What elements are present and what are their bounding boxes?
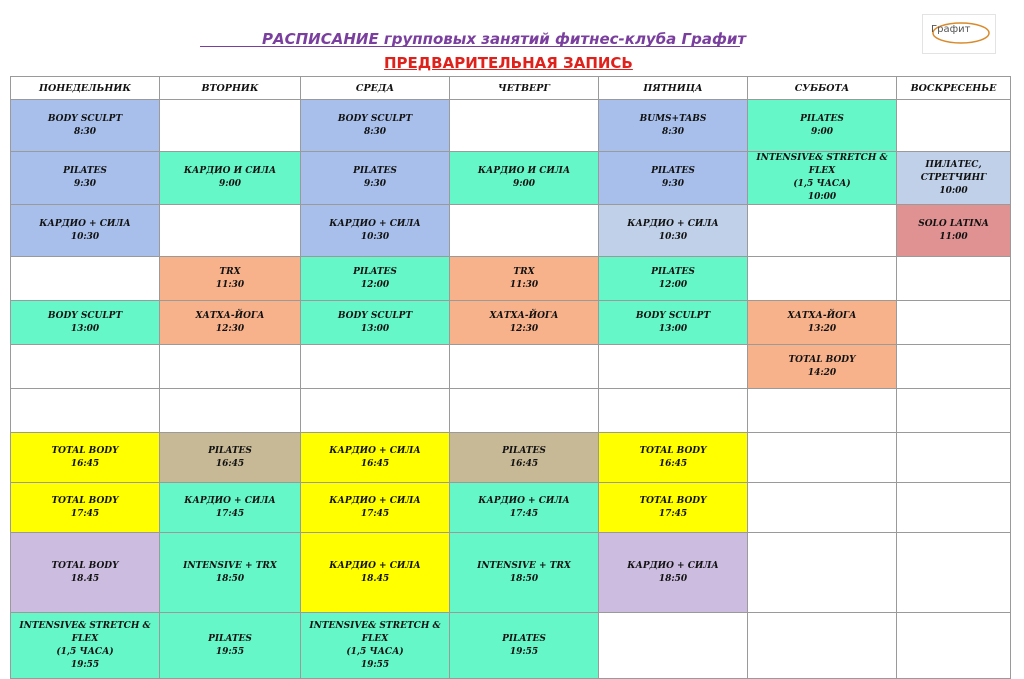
class-name: КАРДИО + СИЛА bbox=[39, 218, 131, 229]
class-time: 19:55 bbox=[70, 659, 100, 670]
class-time: 19:55 bbox=[215, 646, 245, 657]
class-time: 11:00 bbox=[939, 231, 968, 242]
class-name: TOTAL BODY bbox=[51, 445, 119, 456]
class-cell[interactable] bbox=[599, 483, 748, 533]
class-name: PILATES bbox=[651, 166, 695, 176]
empty-cell bbox=[11, 389, 160, 433]
class-cell[interactable] bbox=[748, 152, 897, 205]
class-cell[interactable] bbox=[301, 100, 450, 152]
schedule-row bbox=[11, 483, 1011, 533]
class-time: 8:30 bbox=[363, 126, 387, 137]
empty-cell bbox=[897, 301, 1011, 345]
schedule-row bbox=[11, 301, 1011, 345]
class-time: 10:30 bbox=[360, 231, 390, 242]
class-cell[interactable] bbox=[450, 533, 599, 613]
class-time: 9:30 bbox=[73, 179, 97, 189]
class-time: 13:00 bbox=[658, 323, 688, 334]
class-cell[interactable] bbox=[599, 152, 748, 205]
class-cell[interactable] bbox=[301, 152, 450, 205]
class-name: PILATES bbox=[502, 633, 546, 644]
class-cell[interactable] bbox=[599, 301, 748, 345]
class-name: TOTAL BODY bbox=[639, 445, 707, 456]
day-header-sunday: ВОСКРЕСЕНЬЕ bbox=[897, 77, 1011, 100]
class-name: INTENSIVE& STRETCH & FLEX (1,5 ЧАСА) bbox=[19, 620, 151, 657]
empty-cell bbox=[748, 433, 897, 483]
class-name: ХАТХА-ЙОГА bbox=[489, 310, 559, 321]
class-time: 16:45 bbox=[70, 458, 100, 469]
class-name: КАРДИО + СИЛА bbox=[478, 495, 570, 506]
schedule-row bbox=[11, 100, 1011, 152]
empty-cell bbox=[748, 613, 897, 679]
class-cell[interactable] bbox=[11, 483, 160, 533]
class-time: 16:45 bbox=[509, 458, 539, 469]
class-cell[interactable] bbox=[160, 152, 301, 205]
class-cell[interactable] bbox=[11, 205, 160, 257]
empty-cell bbox=[748, 205, 897, 257]
class-name: КАРДИО + СИЛА bbox=[329, 495, 421, 506]
empty-cell bbox=[897, 257, 1011, 301]
class-name: TOTAL BODY bbox=[788, 354, 856, 365]
class-name: КАРДИО И СИЛА bbox=[183, 166, 277, 176]
empty-cell bbox=[748, 533, 897, 613]
day-header-saturday: СУББОТА bbox=[748, 77, 897, 100]
club-logo bbox=[922, 14, 996, 54]
page-title: РАСПИСАНИЕ групповых занятий фитнес-клуба Графит bbox=[262, 30, 747, 48]
empty-cell bbox=[450, 100, 599, 152]
class-name: КАРДИО + СИЛА bbox=[329, 560, 421, 571]
class-name: BODY SCULPT bbox=[47, 310, 123, 321]
empty-cell bbox=[897, 483, 1011, 533]
class-time: 10:00 bbox=[939, 185, 968, 196]
class-name: PILATES bbox=[63, 166, 107, 176]
class-cell[interactable] bbox=[450, 483, 599, 533]
empty-cell bbox=[599, 389, 748, 433]
class-cell[interactable] bbox=[599, 205, 748, 257]
class-name: PILATES bbox=[353, 166, 397, 176]
class-time: 18:50 bbox=[509, 573, 539, 584]
class-time: 12:00 bbox=[658, 279, 688, 290]
class-name: BODY SCULPT bbox=[635, 310, 711, 321]
class-cell[interactable] bbox=[160, 433, 301, 483]
empty-cell bbox=[160, 389, 301, 433]
class-cell[interactable] bbox=[599, 433, 748, 483]
class-name: PILATES bbox=[208, 633, 252, 644]
schedule-row bbox=[11, 257, 1011, 301]
class-cell[interactable] bbox=[160, 533, 301, 613]
class-time: 8:30 bbox=[73, 126, 97, 137]
class-name: TOTAL BODY bbox=[51, 560, 119, 571]
class-time: 9:00 bbox=[810, 126, 834, 137]
empty-cell bbox=[599, 345, 748, 389]
class-time: 12:30 bbox=[509, 323, 539, 334]
class-name: PILATES bbox=[651, 266, 695, 277]
class-time: 12:00 bbox=[360, 279, 390, 290]
class-name: КАРДИО + СИЛА bbox=[184, 495, 276, 506]
class-time: 17:45 bbox=[509, 508, 539, 519]
class-time: 12:30 bbox=[215, 323, 245, 334]
schedule-row bbox=[11, 613, 1011, 679]
empty-cell bbox=[450, 205, 599, 257]
class-cell[interactable] bbox=[11, 301, 160, 345]
class-cell[interactable] bbox=[160, 483, 301, 533]
class-time: 18.45 bbox=[70, 573, 100, 584]
class-name: BODY SCULPT bbox=[47, 113, 123, 124]
class-cell[interactable] bbox=[301, 433, 450, 483]
class-time: 19:55 bbox=[509, 646, 539, 657]
class-name: ХАТХА-ЙОГА bbox=[195, 310, 265, 321]
class-name: INTENSIVE + TRX bbox=[183, 560, 277, 571]
day-header-tuesday: ВТОРНИК bbox=[160, 77, 301, 100]
class-name: PILATES bbox=[353, 266, 397, 277]
day-header-friday: ПЯТНИЦА bbox=[599, 77, 748, 100]
class-cell[interactable] bbox=[11, 613, 160, 679]
class-cell[interactable] bbox=[748, 100, 897, 152]
class-cell[interactable] bbox=[450, 152, 599, 205]
class-cell[interactable] bbox=[897, 205, 1011, 257]
class-name: КАРДИО + СИЛА bbox=[329, 218, 421, 229]
class-cell[interactable] bbox=[748, 301, 897, 345]
class-time: 16:45 bbox=[215, 458, 245, 469]
class-time: 13:00 bbox=[360, 323, 390, 334]
class-name: PILATES bbox=[502, 445, 546, 456]
class-cell[interactable] bbox=[301, 257, 450, 301]
class-time: 9:00 bbox=[512, 179, 536, 189]
day-header-monday: ПОНЕДЕЛЬНИК bbox=[11, 77, 160, 100]
empty-cell bbox=[897, 533, 1011, 613]
class-cell[interactable] bbox=[301, 533, 450, 613]
empty-cell bbox=[160, 100, 301, 152]
day-header-row bbox=[11, 77, 1011, 100]
class-cell[interactable] bbox=[301, 483, 450, 533]
class-name: КАРДИО + СИЛА bbox=[627, 218, 719, 229]
schedule-body bbox=[11, 100, 1011, 679]
class-time: 13:20 bbox=[807, 323, 837, 334]
class-name: ХАТХА-ЙОГА bbox=[787, 310, 857, 321]
class-cell[interactable] bbox=[450, 433, 599, 483]
class-cell[interactable] bbox=[599, 257, 748, 301]
empty-cell bbox=[897, 389, 1011, 433]
page-subtitle: ПРЕДВАРИТЕЛЬНАЯ ЗАПИСЬ bbox=[384, 54, 633, 72]
day-header-wednesday: СРЕДА bbox=[301, 77, 450, 100]
class-cell[interactable] bbox=[301, 301, 450, 345]
empty-cell bbox=[748, 257, 897, 301]
class-name: SOLO LATINA bbox=[918, 218, 989, 229]
class-time: 14:20 bbox=[807, 367, 837, 378]
class-time: 8:30 bbox=[661, 126, 685, 137]
class-name: BODY SCULPT bbox=[337, 310, 413, 321]
class-time: 10:30 bbox=[658, 231, 688, 242]
empty-cell bbox=[11, 345, 160, 389]
class-time: 9:00 bbox=[218, 179, 242, 189]
class-cell[interactable] bbox=[11, 100, 160, 152]
empty-cell bbox=[160, 205, 301, 257]
class-cell[interactable] bbox=[450, 613, 599, 679]
schedule-table bbox=[10, 76, 1011, 679]
class-time: 18:50 bbox=[215, 573, 245, 584]
class-name: TOTAL BODY bbox=[51, 495, 119, 506]
class-cell[interactable] bbox=[11, 152, 160, 205]
class-time: 10:30 bbox=[70, 231, 100, 242]
empty-cell bbox=[301, 389, 450, 433]
class-time: 16:45 bbox=[658, 458, 688, 469]
class-time: 17:45 bbox=[360, 508, 390, 519]
empty-cell bbox=[301, 345, 450, 389]
class-cell[interactable] bbox=[160, 301, 301, 345]
class-time: 18:50 bbox=[658, 573, 688, 584]
empty-cell bbox=[450, 389, 599, 433]
class-name: TOTAL BODY bbox=[639, 495, 707, 506]
empty-cell bbox=[599, 613, 748, 679]
class-cell[interactable] bbox=[599, 100, 748, 152]
empty-cell bbox=[748, 483, 897, 533]
class-cell[interactable] bbox=[11, 433, 160, 483]
class-name: TRX bbox=[219, 266, 241, 277]
class-time: 9:30 bbox=[661, 179, 685, 189]
class-time: 13:00 bbox=[70, 323, 100, 334]
class-time: 18.45 bbox=[360, 573, 390, 584]
class-cell[interactable] bbox=[160, 257, 301, 301]
class-name: BUMS+TABS bbox=[639, 113, 707, 124]
empty-cell bbox=[748, 389, 897, 433]
empty-cell bbox=[450, 345, 599, 389]
class-cell[interactable] bbox=[301, 613, 450, 679]
class-name: INTENSIVE& STRETCH & FLEX (1,5 ЧАСА) bbox=[756, 153, 888, 189]
class-time: 11:30 bbox=[215, 279, 245, 290]
class-name: INTENSIVE + TRX bbox=[477, 560, 571, 571]
class-time: 11:30 bbox=[509, 279, 539, 290]
class-name: BODY SCULPT bbox=[337, 113, 413, 124]
class-time: 19:55 bbox=[360, 659, 390, 670]
schedule-row bbox=[11, 345, 1011, 389]
class-cell[interactable] bbox=[450, 257, 599, 301]
class-name: TRX bbox=[513, 266, 535, 277]
class-time: 16:45 bbox=[360, 458, 390, 469]
day-header-thursday: ЧЕТВЕРГ bbox=[450, 77, 599, 100]
class-cell[interactable] bbox=[748, 345, 897, 389]
class-cell[interactable] bbox=[11, 533, 160, 613]
empty-cell bbox=[160, 345, 301, 389]
schedule-row bbox=[11, 205, 1011, 257]
class-cell[interactable] bbox=[599, 533, 748, 613]
class-time: 17:45 bbox=[70, 508, 100, 519]
class-cell[interactable] bbox=[897, 152, 1011, 205]
class-name: КАРДИО + СИЛА bbox=[329, 445, 421, 456]
class-cell[interactable] bbox=[301, 205, 450, 257]
class-cell[interactable] bbox=[450, 301, 599, 345]
empty-cell bbox=[11, 257, 160, 301]
class-cell[interactable] bbox=[160, 613, 301, 679]
logo-text: Графит bbox=[931, 24, 971, 35]
schedule-row bbox=[11, 433, 1011, 483]
class-time: 17:45 bbox=[215, 508, 245, 519]
class-name: PILATES bbox=[208, 445, 252, 456]
class-name: INTENSIVE& STRETCH & FLEX (1,5 ЧАСА) bbox=[309, 620, 441, 657]
class-time: 17:45 bbox=[658, 508, 688, 519]
schedule-row bbox=[11, 152, 1011, 205]
class-name: ПИЛАТЕС, СТРЕТЧИНГ bbox=[920, 159, 987, 183]
class-name: PILATES bbox=[800, 113, 844, 124]
schedule-row bbox=[11, 533, 1011, 613]
empty-cell bbox=[897, 100, 1011, 152]
class-name: КАРДИО + СИЛА bbox=[627, 560, 719, 571]
empty-cell bbox=[897, 613, 1011, 679]
class-time: 10:00 bbox=[807, 192, 837, 202]
class-time: 9:30 bbox=[363, 179, 387, 189]
schedule-row bbox=[11, 389, 1011, 433]
empty-cell bbox=[897, 433, 1011, 483]
class-name: КАРДИО И СИЛА bbox=[477, 166, 571, 176]
empty-cell bbox=[897, 345, 1011, 389]
